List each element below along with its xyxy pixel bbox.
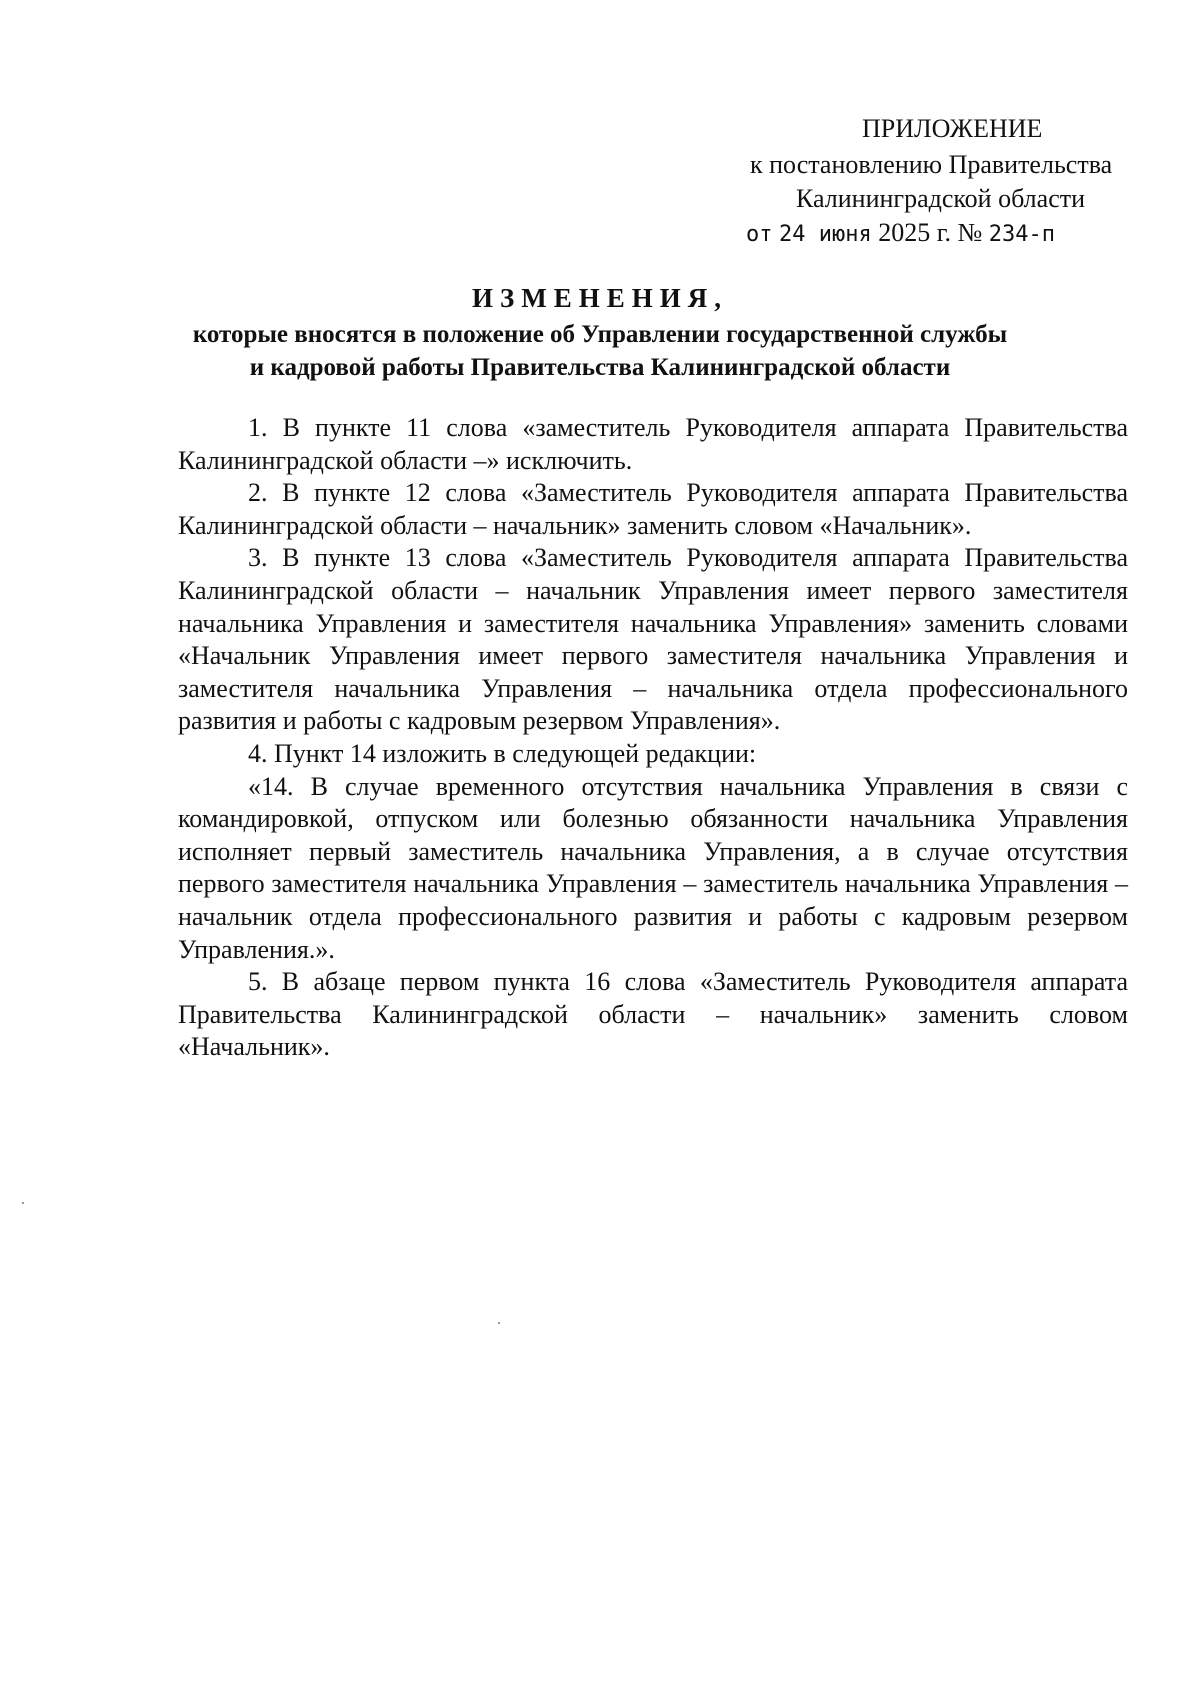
date-year: 2025 г. № bbox=[878, 218, 983, 247]
appendix-resolution-line: к постановлению Правительства bbox=[750, 150, 1113, 179]
scan-speck bbox=[498, 1322, 500, 1324]
paragraph-4: 4. Пункт 14 изложить в следующей редакции: bbox=[248, 738, 757, 768]
appendix-date-line bbox=[746, 216, 1055, 251]
paragraph-6: 5. В абзаце первом пункта 16 слова «Заместитель Руководителя аппарата Правительства Калининградской области – начальник» заменить словом «Начальник». bbox=[178, 967, 1128, 1062]
appendix-title: ПРИЛОЖЕНИЕ bbox=[862, 114, 1043, 143]
scan-speck bbox=[22, 1202, 24, 1204]
paragraph-5: «14. В случае временного отсутствия начальника Управления в связи с командировкой, отпуском или болезнью обязанности начальника Управления исполняет первый заместитель начальника Управления, а в случае отсутствия первого заместителя начальника Управления – заместитель начальника Управления – начальник отдела профессионального развития и работы с кадровым резервом Управления.». bbox=[178, 771, 1128, 964]
date-prefix: от bbox=[746, 222, 773, 247]
paragraph-1: 1. В пункте 11 слова «заместитель Руководителя аппарата Правительства Калининградской области –» исключить. bbox=[178, 413, 1128, 475]
subtitle-line-1: которые вносятся в положение об Управлении государственной службы bbox=[192, 321, 1008, 348]
document-title: ИЗМЕНЕНИЯ, bbox=[471, 283, 728, 313]
appendix-region-line: Калининградской области bbox=[796, 184, 1086, 213]
paragraph-3: 3. В пункте 13 слова «Заместитель Руководителя аппарата Правительства Калининградской области – начальник Управления имеет первого заместителя начальника Управления и заместителя начальника Управления» заменить словами «Начальник Управления имеет первого заместителя начальника Управления и заместителя начальника Управления – начальника отдела профессионального развития и работы с кадровым резервом Управления». bbox=[178, 543, 1128, 736]
paragraph-2: 2. В пункте 12 слова «Заместитель Руководителя аппарата Правительства Калининградской области – начальник» заменить словом «Начальник». bbox=[178, 478, 1128, 540]
resolution-number: 234-п bbox=[988, 222, 1055, 247]
subtitle-line-2: и кадровой работы Правительства Калининградской области bbox=[249, 354, 951, 381]
document-body bbox=[178, 412, 1128, 1064]
document-subtitle bbox=[150, 318, 1050, 384]
date-day-month: 24 июня bbox=[779, 222, 872, 247]
